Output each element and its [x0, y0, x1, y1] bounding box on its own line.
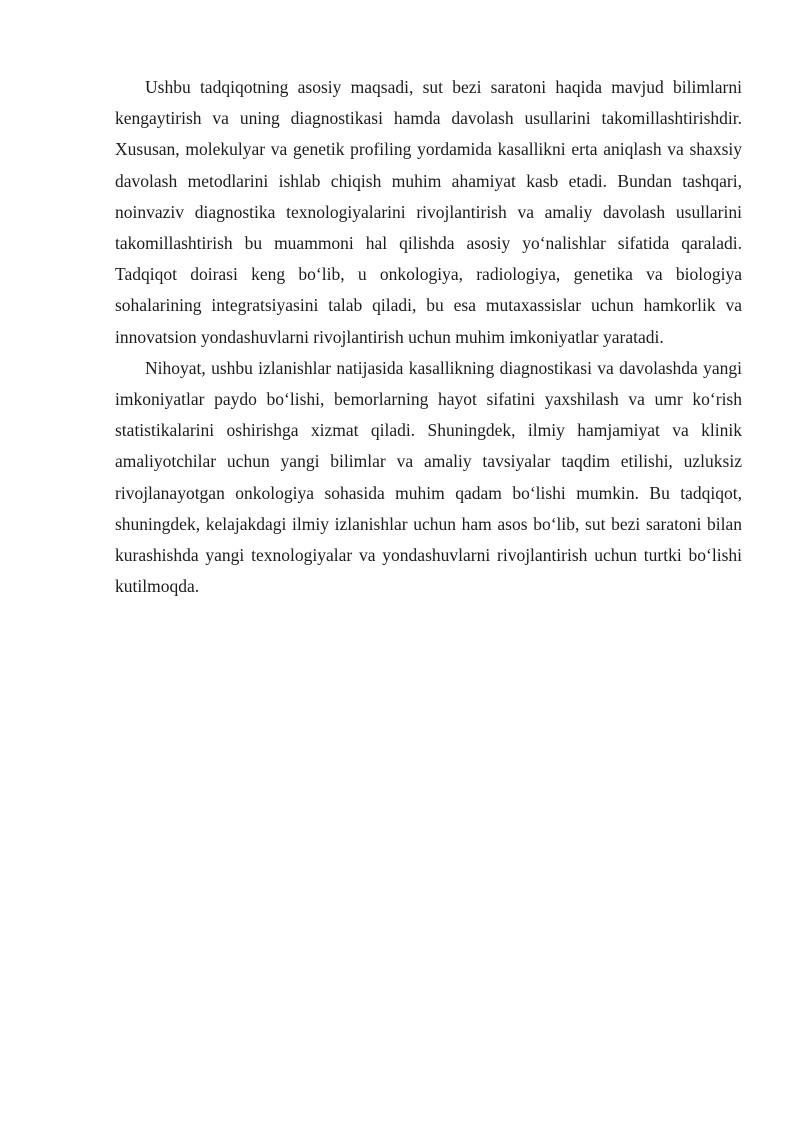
paragraph-objective: Ushbu tadqiqotning asosiy maqsadi, sut bezi saratoni haqida mavjud bilimlarni kengaytirish va uning diagnostikasi hamda davolash usullarini takomillashtirishdir. Xususan, molekulyar va genetik profiling yordamida kasallikni erta aniqlash va shaxsiy davolash metodlarini ishlab chiqish muhim ahamiyat kasb etadi. Bundan tashqari, noinvaziv diagnostika texnologiyalarini rivojlantirish va amaliy davolash usullarini takomillashtirish bu muammoni hal qilishda asosiy yoʻnalishlar sifatida qaraladi. Tadqiqot doirasi keng boʻlib, u onkologiya, radiologiya, genetika va biologiya sohalarining integratsiyasini talab qiladi, bu esa mutaxassislar uchun hamkorlik va innovatsion yondashuvlarni rivojlantirish uchun muhim imkoniyatlar yaratadi. — [115, 77, 742, 347]
paragraph-conclusion: Nihoyat, ushbu izlanishlar natijasida kasallikning diagnostikasi va davolashda yangi imkoniyatlar paydo boʻlishi, bemorlarning hayot sifatini yaxshilash va umr koʻrish statistikalarini oshirishga xizmat qiladi. Shuningdek, ilmiy hamjamiyat va klinik amaliyotchilar uchun yangi bilimlar va amaliy tavsiyalar taqdim etilishi, uzluksiz rivojlanayotgan onkologiya sohasida muhim qadam boʻlishi mumkin. Bu tadqiqot, shuningdek, kelajakdagi ilmiy izlanishlar uchun ham asos boʻlib, sut bezi saratoni bilan kurashishda yangi texnologiyalar va yondashuvlarni rivojlantirish uchun turtki boʻlishi kutilmoqda. — [115, 357, 742, 597]
document-page — [115, 72, 742, 602]
